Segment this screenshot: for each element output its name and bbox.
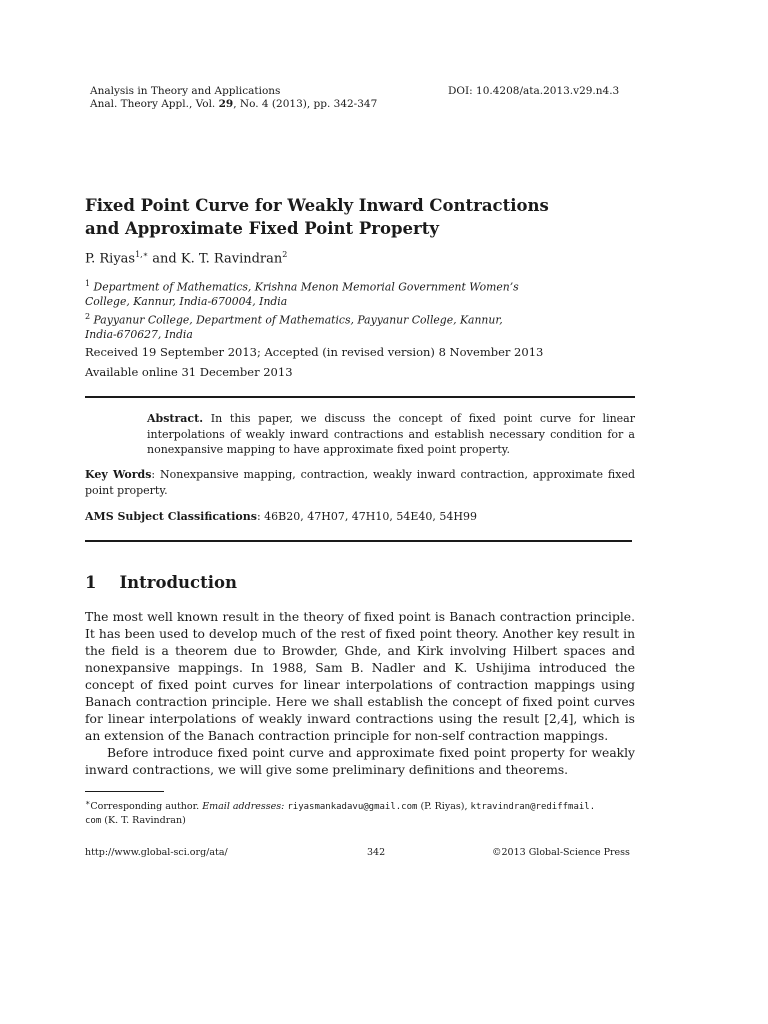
section-heading: 1 Introduction [85,573,237,592]
footnote-rule [85,791,164,792]
abstract: Abstract. In this paper, we discuss the concept of fixed point curve for linear interpolations of weakly inward contractions and establish necessary condition for a nonexpansive mapping to have approximate fixed point property. [147,412,635,456]
footnote: ∗Corresponding author. Email addresses: riyasmankadavu@gmail.com (P. Riyas), ktravindran@rediffmail. com (K. T. Ravindran) [85,798,596,827]
introduction-text [85,609,635,779]
email-link[interactable]: riyasmankadavu@gmail.com [287,802,418,813]
copyright: ©2013 Global-Science Press [492,847,630,858]
affiliations: $^1$ Department of Mathematics, Krishna Menon Memorial Government Women’s College, Kannur, India-670004, India $^2$ Payyanur College, Department of Mathematics, Payyanur College, Kannur, India-670627, India [85,279,519,341]
paper-title: Fixed Point Curve for Weakly Inward Contractions and Approximate Fixed Point Property [85,196,549,238]
bottom-rule [85,540,632,542]
page-number: 342 [367,847,386,858]
email-link[interactable]: ktravindran@rediffmail. [470,802,596,813]
authors: P. Riyas$^{1,∗}$ and K. T. Ravindran$^2$ [85,250,288,267]
key-words: Key Words: Nonexpansive mapping, contraction, weakly inward contraction, approximate fixed point property. [85,468,635,497]
journal-name: Analysis in Theory and Applications [90,85,281,97]
doi: DOI: 10.4208/ata.2013.v29.n4.3 [448,85,620,97]
top-rule [85,396,635,398]
ams-classifications: AMS Subject Classifications: 46B20, 47H07, 47H10, 54E40, 54H99 [85,510,477,523]
footer-url[interactable]: http://www.global-sci.org/ata/ [85,847,228,858]
intro-paragraph: Before introduce fixed point curve and approximate fixed point property for weakly inward contractions, we will give some preliminary definitions and theorems. [85,746,635,777]
intro-paragraph: The most well known result in the theory of fixed point is Banach contraction principle. It has been used to develop much of the rest of fixed point theory. Another key result in the field is a theorem due to Browder, Ghde, and Kirk involving Hilbert spaces and nonexpansive mappings. In 1988, Sam B. Nadler and K. Ushijima introduced the concept of fixed point curves for linear interpolations of contraction mappings using Banach contraction principle. Here we shall establish the concept of fixed point curves for linear interpolations of weakly inward contractions using the result [2,4], which is an extension of the Banach contraction principle for non-self contraction mappings. [85,610,635,743]
running-header [90,85,377,111]
citation: Anal. Theory Appl., Vol. 29, No. 4 (2013), pp. 342-347 [90,98,378,110]
dates: Received 19 September 2013; Accepted (in revised version) 8 November 2013 Available online 31 December 2013 [85,345,544,379]
